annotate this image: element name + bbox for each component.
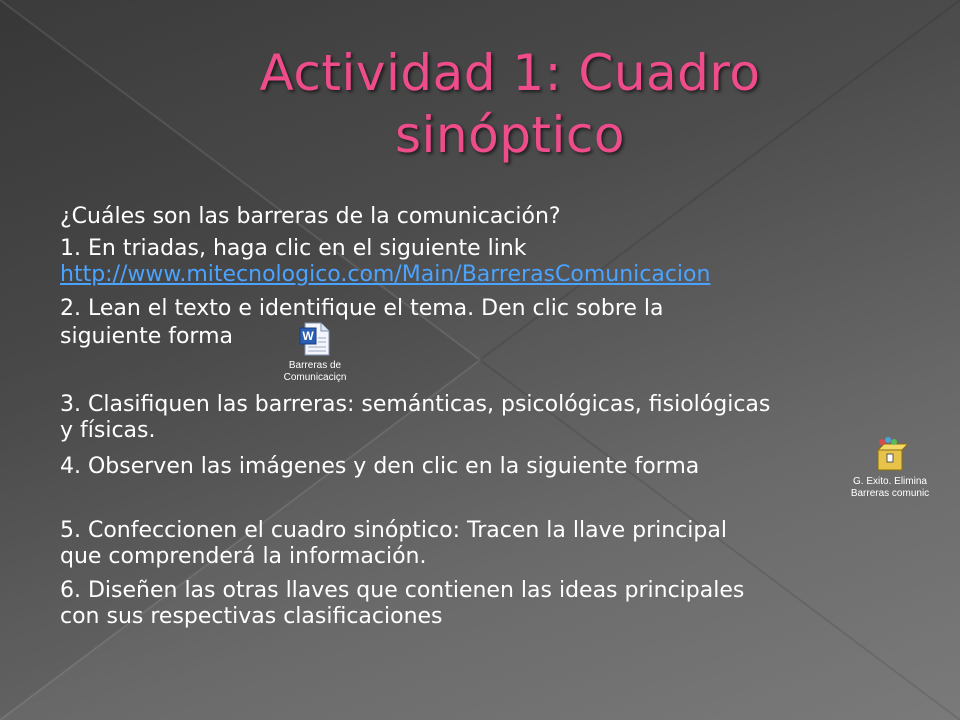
step-6-line-1: 6. Diseñen las otras llaves que contienen las ideas principales — [60, 578, 745, 603]
step-6-line-2: con sus respectivas clasificaciones — [60, 604, 443, 629]
step-1-text: 1. En triadas, haga clic en el siguiente link — [60, 236, 527, 261]
zip-icon-caption-1: G. Exito. Elimina — [853, 476, 927, 487]
svg-text:W: W — [302, 329, 314, 343]
zip-icon-caption-2: Barreras comunic — [850, 488, 930, 499]
step-1-link[interactable] — [60, 262, 710, 287]
step-5-line-2: que comprenderá la información. — [60, 544, 427, 569]
doc-icon-caption-1: Barreras de — [288, 360, 342, 371]
step-4-text: 4. Observen las imágenes y den clic en la siguiente forma — [60, 454, 700, 479]
barreras-link[interactable]: http://www.mitecnologico.com/Main/BarrerasComunicacion — [60, 262, 711, 287]
word-document-icon[interactable] — [299, 322, 331, 356]
exito-package-link[interactable] — [840, 436, 940, 502]
barreras-document-link[interactable] — [274, 322, 356, 392]
step-3-line-1: 3. Clasifiquen las barreras: semánticas, psicológicas, fisiológicas — [60, 392, 771, 417]
question-text: ¿Cuáles son las barreras de la comunicación? — [60, 204, 561, 229]
step-3-line-2: y físicas. — [60, 418, 156, 443]
step-5-line-1: 5. Confeccionen el cuadro sinóptico: Tracen la llave principal — [60, 518, 727, 543]
step-2-line-1: 2. Lean el texto e identifique el tema. Den clic sobre la — [60, 296, 664, 321]
archive-folder-icon[interactable] — [872, 436, 908, 472]
slide-title: Actividad 1: Cuadro sinóptico — [259, 44, 761, 164]
step-2-line-2: siguiente forma — [60, 324, 234, 349]
doc-icon-caption-2: Comunicaciçn — [283, 372, 347, 383]
